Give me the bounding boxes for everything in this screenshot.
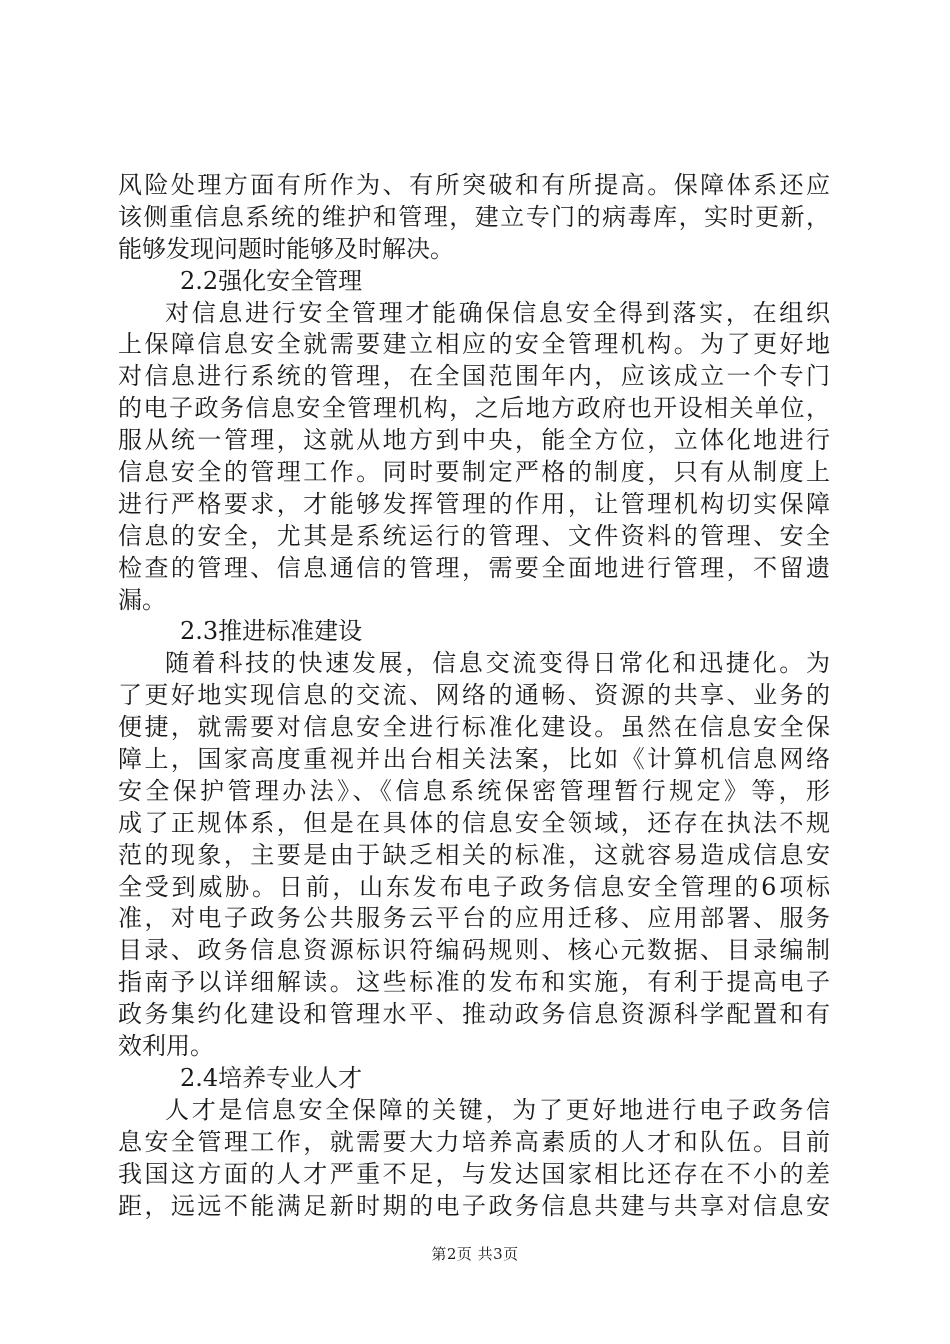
text-line: 对信息进行系统的管理，在全国范围年内，应该成立一个专门 <box>118 362 830 391</box>
section-heading-text: 2.3推进标准建设 <box>180 617 363 646</box>
page-footer <box>0 1243 950 1264</box>
text-line: 准，对电子政务公共服务云平台的应用迁移、应用部署、服务 <box>118 904 830 933</box>
text-line: 风险处理方面有所作为、有所突破和有所提高。保障体系还应 <box>118 171 830 199</box>
section-heading <box>118 616 830 648</box>
text-line: 人才是信息安全保障的关键，为了更好地进行电子政务信 <box>165 1095 830 1124</box>
text-line: 便捷，就需要对信息安全进行标准化建设。虽然在信息安全保 <box>118 713 830 742</box>
text-line: 信息安全的管理工作。同时要制定严格的制度，只有从制度上 <box>118 458 830 487</box>
paragraph <box>118 298 830 617</box>
text-line: 目录、政务信息资源标识符编码规则、核心元数据、目录编制 <box>118 936 830 965</box>
text-line: 政务集约化建设和管理水平、推动政务信息资源科学配置和有 <box>118 1000 830 1029</box>
document-body <box>118 170 830 1222</box>
text-line: 的电子政务信息安全管理机构，之后地方政府也开设相关单位， <box>118 394 830 423</box>
text-line: 距，远远不能满足新时期的电子政务信息共建与共享对信息安 <box>118 1191 830 1220</box>
text-line: 检查的管理、信息通信的管理，需要全面地进行管理，不留遗 <box>118 553 830 582</box>
text-line: 效利用。 <box>118 1032 214 1061</box>
page-number: 第2页 共3页 <box>431 1245 519 1263</box>
text-line: 对信息进行安全管理才能确保信息安全得到落实，在组织 <box>165 298 830 327</box>
text-line: 进行严格要求，才能够发挥管理的作用，让管理机构切实保障 <box>118 489 830 518</box>
text-line: 能够发现问题时能够及时解决。 <box>118 234 454 263</box>
text-line: 我国这方面的人才严重不足，与发达国家相比还存在不小的差 <box>118 1159 830 1188</box>
paragraph <box>118 648 830 1063</box>
text-line: 成了正规体系，但是在具体的信息安全领域，还存在执法不规 <box>118 808 830 837</box>
paragraph <box>118 1095 830 1223</box>
text-line: 范的现象，主要是由于缺乏相关的标准，这就容易造成信息安 <box>118 840 830 869</box>
text-line: 该侧重信息系统的维护和管理，建立专门的病毒库，实时更新， <box>118 202 830 231</box>
text-line: 指南予以详细解读。这些标准的发布和实施，有利于提高电子 <box>118 968 830 997</box>
text-line: 息安全管理工作，就需要大力培养高素质的人才和队伍。目前 <box>118 1127 830 1156</box>
paragraph <box>118 170 830 266</box>
text-line: 随着科技的快速发展，信息交流变得日常化和迅捷化。为 <box>165 649 830 678</box>
text-line: 了更好地实现信息的交流、网络的通畅、资源的共享、业务的 <box>118 681 830 710</box>
section-heading <box>118 266 830 298</box>
text-line: 全受到威胁。日前，山东发布电子政务信息安全管理的6项标 <box>118 872 830 901</box>
section-heading-text: 2.4培养专业人才 <box>180 1063 363 1092</box>
text-line: 信息的安全，尤其是系统运行的管理、文件资料的管理、安全 <box>118 521 830 550</box>
text-line: 漏。 <box>118 585 166 614</box>
section-heading <box>118 1063 830 1095</box>
text-line: 服从统一管理，这就从地方到中央，能全方位，立体化地进行 <box>118 426 830 455</box>
text-line: 障上，国家高度重视并出台相关法案，比如《计算机信息网络 <box>118 745 830 774</box>
text-line: 安全保护管理办法》、《信息系统保密管理暂行规定》等，形 <box>118 776 830 805</box>
text-line: 上保障信息安全就需要建立相应的安全管理机构。为了更好地 <box>118 330 830 359</box>
section-heading-text: 2.2强化安全管理 <box>180 266 363 295</box>
